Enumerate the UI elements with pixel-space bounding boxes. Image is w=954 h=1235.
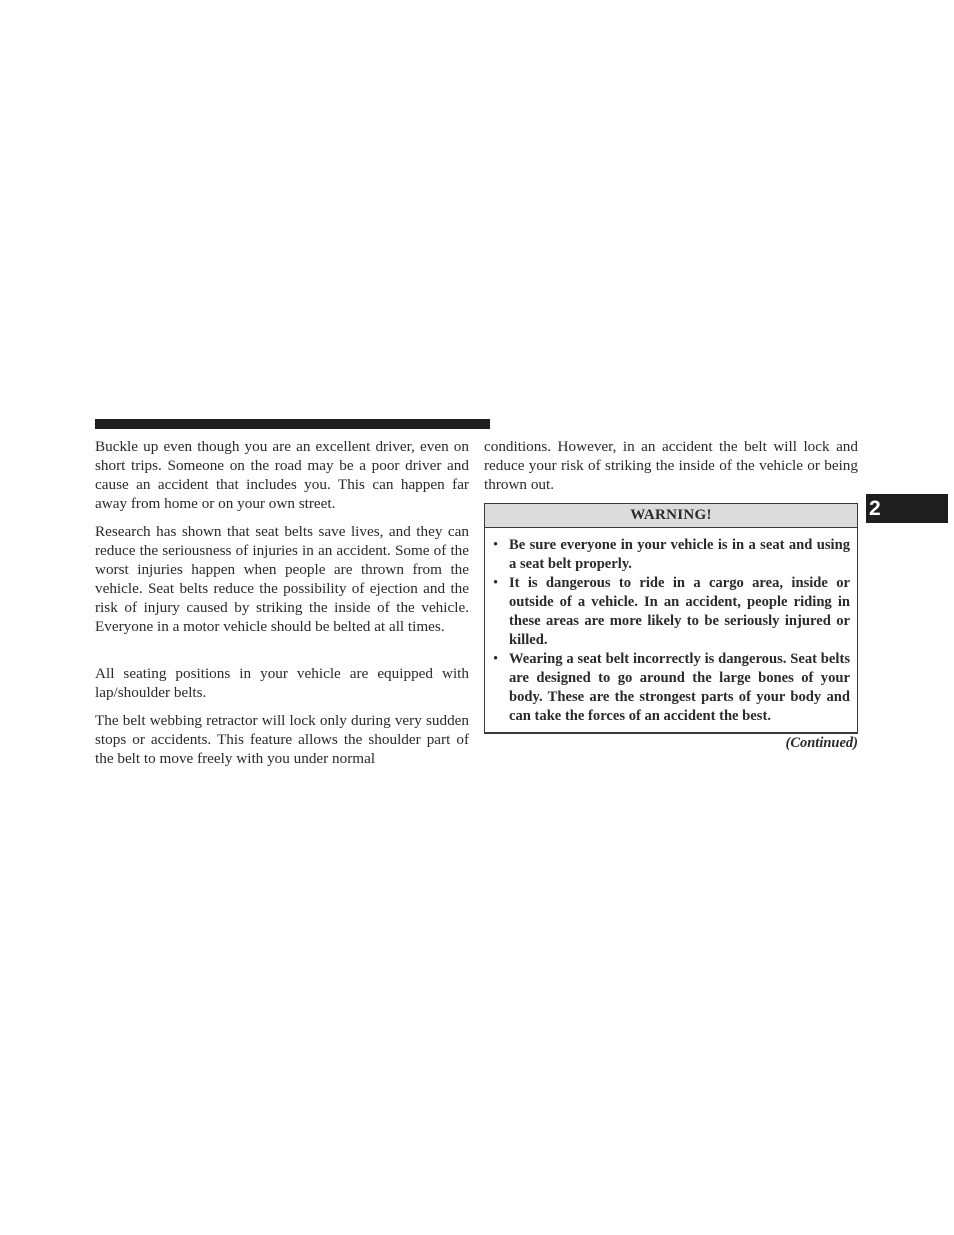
chapter-tab — [866, 494, 948, 523]
continued-label: (Continued) — [785, 735, 858, 751]
warning-list — [485, 528, 857, 732]
warning-item — [493, 574, 850, 650]
warning-item — [493, 536, 850, 574]
left-column — [95, 437, 469, 777]
warning-item — [493, 650, 850, 726]
warning-item-text: Be sure everyone in your vehicle is in a seat and using a seat belt properly. — [509, 537, 850, 572]
paragraph-retractor: The belt webbing retractor will lock only during very sudden stops or accidents. This feature allows the shoulder part of the belt to move freely with you under normal — [95, 712, 469, 767]
warning-item-text: Wearing a seat belt incorrectly is dangerous. Seat belts are designed to go around the large bones of your body. These are the strongest parts of your body and can take the forces of an accident the best. — [509, 651, 850, 724]
warning-box — [484, 503, 858, 734]
paragraph-research: Research has shown that seat belts save lives, and they can reduce the seriousness of injuries in an accident. Some of the worst injuries happen when people are thrown from the vehicle. Seat belts reduce the possibility of ejection and the risk of injury caused by striking the inside of the vehicle. Everyone in a motor vehicle should be belted at all times. — [95, 523, 469, 635]
warning-item-text: It is dangerous to ride in a cargo area, inside or outside of a vehicle. In an accident, people riding in these areas are more likely to be seriously injured or killed. — [509, 575, 850, 648]
paragraph-conditions: conditions. However, in an accident the belt will lock and reduce your risk of striking the inside of the vehicle or being thrown out. — [484, 438, 858, 493]
bullet-icon: • — [493, 651, 499, 667]
right-column — [484, 437, 858, 752]
paragraph-seating-positions: All seating positions in your vehicle are equipped with lap/shoulder belts. — [95, 665, 469, 701]
paragraph-buckle-up: Buckle up even though you are an excellent driver, even on short trips. Someone on the road may be a poor driver and cause an accident that includes you. This can happen far away from home or on your own street. — [95, 438, 469, 512]
bullet-icon: • — [493, 537, 499, 553]
warning-title: WARNING! — [485, 504, 857, 528]
bullet-icon: • — [493, 575, 499, 591]
chapter-number: 2 — [869, 497, 881, 520]
section-header-rule — [95, 419, 490, 429]
